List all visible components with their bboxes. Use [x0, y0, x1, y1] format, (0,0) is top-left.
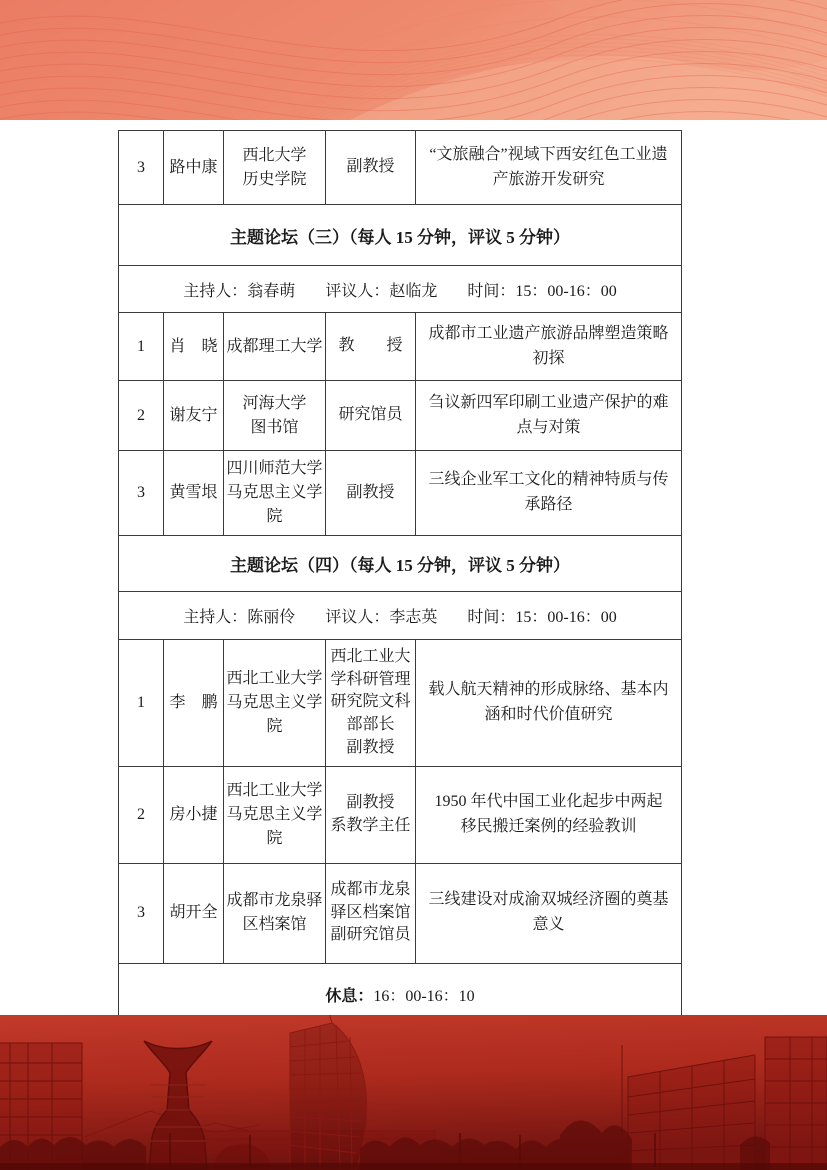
cell-number: 2 — [119, 767, 164, 863]
affiliation-line: 西北工业大学马克思主义学院 — [226, 669, 323, 735]
cell-number: 1 — [119, 313, 164, 380]
table-row — [119, 313, 681, 381]
reviewer-value: 李志英 — [389, 609, 438, 626]
cell-speaker-name: 胡开全 — [164, 864, 224, 963]
affiliation-line: 成都理工大学 — [226, 337, 323, 355]
cell-number: 3 — [119, 864, 164, 963]
cell-title — [326, 451, 416, 535]
cell-title — [326, 313, 416, 380]
moderator-host — [183, 604, 295, 627]
title-line: 教 授 — [338, 337, 403, 355]
cell-number: 2 — [119, 381, 164, 450]
table-row — [119, 640, 681, 767]
cell-topic: 1950 年代中国工业化起步中两起移民搬迁案例的经验教训 — [434, 792, 663, 835]
time-label: 时间： — [467, 609, 516, 626]
moderator-reviewer — [325, 278, 437, 301]
time-value: 15：00-16：00 — [515, 609, 617, 626]
program-table — [118, 130, 682, 1027]
table-row — [119, 767, 681, 864]
cell-number: 1 — [119, 640, 164, 766]
title-line: 副教授 — [346, 793, 395, 811]
title-line: 西北工业大学科研管理研究院文科部部长 — [330, 648, 411, 734]
cell-speaker-name: 房小捷 — [164, 767, 224, 863]
wave-pattern-graphic — [0, 0, 827, 120]
cell-affiliation — [224, 381, 326, 450]
affiliation-line: 四川师范大学马克思主义学院 — [226, 460, 323, 525]
cell-topic: 载人航天精神的形成脉络、基本内涵和时代价值研究 — [428, 681, 669, 723]
section-title: 主题论坛（四）（每人 15 分钟，评议 5 分钟） — [230, 556, 570, 575]
cell-topic: “文旅融合”视域下西安红色工业遗产旅游开发研究 — [429, 145, 668, 188]
cell-affiliation — [224, 131, 326, 204]
affiliation-line: 成都市龙泉驿区档案馆 — [226, 892, 323, 934]
cell-speaker-name: 李 鹏 — [164, 640, 224, 766]
cell-affiliation — [224, 640, 326, 766]
affiliation-line: 西北工业大学马克思主义学院 — [226, 781, 323, 847]
section-header-row — [119, 536, 681, 592]
title-line: 系教学主任 — [330, 816, 411, 834]
cell-topic: 成都市工业遗产旅游品牌塑造策略初探 — [428, 324, 669, 367]
reviewer-label: 评议人： — [325, 282, 390, 300]
table-row — [119, 451, 681, 536]
title-line: 成都市龙泉驿区档案馆副研究馆员 — [330, 881, 411, 944]
break-label: 休息： — [325, 988, 374, 1006]
cell-title — [326, 131, 416, 204]
cell-speaker-name: 肖 晓 — [164, 313, 224, 380]
title-line: 副教授 — [346, 738, 395, 756]
title-line: 副教授 — [346, 483, 395, 501]
affiliation-line: 历史学院 — [242, 170, 307, 188]
moderator-row — [119, 266, 681, 313]
break-time: 16：00-16：10 — [373, 988, 475, 1006]
host-label: 主持人： — [183, 282, 248, 300]
time-label: 时间： — [467, 282, 516, 300]
cell-title — [326, 640, 416, 766]
cell-speaker-name: 路中康 — [164, 131, 224, 204]
cell-number: 3 — [119, 131, 164, 204]
cell-number: 3 — [119, 451, 164, 535]
moderator-host — [183, 278, 295, 301]
time-value: 15：00-16：00 — [515, 282, 617, 300]
affiliation-line: 河海大学 — [242, 394, 307, 412]
host-value: 翁春萌 — [247, 282, 296, 300]
cell-topic: 刍议新四军印刷工业遗产保护的难点与对策 — [428, 393, 669, 436]
table-row — [119, 381, 681, 451]
affiliation-line: 图书馆 — [250, 418, 299, 436]
title-line: 研究馆员 — [338, 406, 403, 424]
header-wave-banner — [0, 0, 827, 120]
host-value: 陈丽伶 — [247, 609, 296, 626]
footer-campus-image — [0, 1015, 827, 1170]
section-header-row — [119, 205, 681, 266]
reviewer-label: 评议人： — [325, 609, 390, 626]
cell-title — [326, 381, 416, 450]
section-title: 主题论坛（三）（每人 15 分钟，评议 5 分钟） — [230, 227, 570, 247]
moderator-reviewer — [325, 604, 437, 627]
cell-title — [326, 864, 416, 963]
cell-affiliation — [224, 767, 326, 863]
title-line: 副教授 — [346, 158, 395, 176]
table-row — [119, 864, 681, 964]
campus-sketch-graphic — [0, 1015, 827, 1170]
cell-affiliation — [224, 451, 326, 535]
cell-speaker-name: 谢友宁 — [164, 381, 224, 450]
cell-affiliation — [224, 313, 326, 380]
cell-speaker-name: 黄雪垠 — [164, 451, 224, 535]
affiliation-line: 西北大学 — [242, 146, 307, 164]
cell-title — [326, 767, 416, 863]
table-row — [119, 131, 681, 205]
cell-affiliation — [224, 864, 326, 963]
cell-topic: 三线企业军工文化的精神特质与传承路径 — [428, 471, 669, 513]
cell-topic: 三线建设对成渝双城经济圈的奠基意义 — [428, 891, 669, 934]
host-label: 主持人： — [183, 609, 248, 626]
moderator-time — [467, 278, 616, 301]
reviewer-value: 赵临龙 — [389, 282, 438, 300]
moderator-time — [467, 604, 616, 627]
moderator-row — [119, 592, 681, 640]
